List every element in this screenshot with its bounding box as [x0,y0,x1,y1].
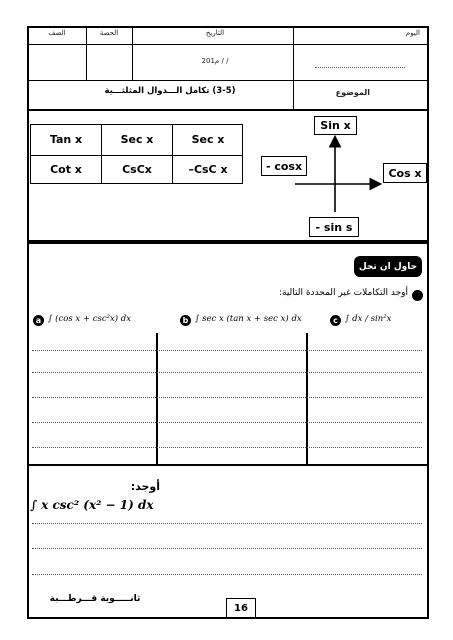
trig-cell: Sec x [120,133,154,146]
item-badge-b: b [180,315,191,326]
header-col-line [132,27,133,80]
item-expr-c: ∫ dx / sin²x [345,314,392,324]
header-subline [28,44,428,45]
trig-table-row-line [30,155,243,156]
answer-line [32,447,422,448]
column-divider [156,333,158,465]
answer-line [32,548,422,549]
header-table [27,26,429,111]
page-number: 16 [234,603,248,614]
trig-cell: Cot x [50,163,82,176]
trig-cell: –CsC x [188,163,228,176]
answer-line [32,350,422,351]
item-expr-b: ∫ sec x (tan x + sec x) dx [195,314,302,324]
trig-cell: CsCx [122,163,152,176]
answer-line [32,523,422,524]
header-day-blank [315,67,405,68]
item-badge-a: a [33,315,44,326]
header-date-value: 201م / / [201,57,229,65]
answer-line [32,397,422,398]
try-title: حاول ان تحل [358,261,418,272]
topic-label: الموضوع [335,88,370,97]
instruction-bullet [412,290,423,301]
header-col-line [86,27,87,80]
try-title-badge [354,256,422,277]
axis-label-left: - cosx [261,156,307,176]
topic-value: (3-5) تكامل الـــدوال المثلثـــية [104,86,236,96]
answer-line [32,372,422,373]
answer-line [32,422,422,423]
trig-cell: Sec x [191,133,225,146]
header-period-label: الحصة [99,29,119,37]
item-badge-c: c [330,315,341,326]
page-number-box [226,598,256,618]
column-divider [306,333,308,465]
header-divider [28,80,428,81]
find-expr: ∫ x csc² (x² − 1) dx [30,498,154,512]
trig-cell: Tan x [49,133,83,146]
footer-school: ثانـــــوية قـــرطـــبة [49,594,141,604]
header-day-label: اليوم [405,29,420,37]
axis-label-bottom: - sin s [309,217,359,237]
answer-line [32,574,422,575]
header-col-line [293,27,294,111]
axis-label-top: Sin x [314,116,357,135]
find-title: أوجد: [130,480,160,493]
item-expr-a: ∫ (cos x + csc²x) dx [48,314,132,324]
instruction-text: أوجد التكاملات غير المحددة التالية: [278,288,408,298]
axis-label-right: Cos x [383,163,427,183]
header-date-label: التاريخ [205,29,225,37]
header-class-label: الصف [48,29,66,37]
